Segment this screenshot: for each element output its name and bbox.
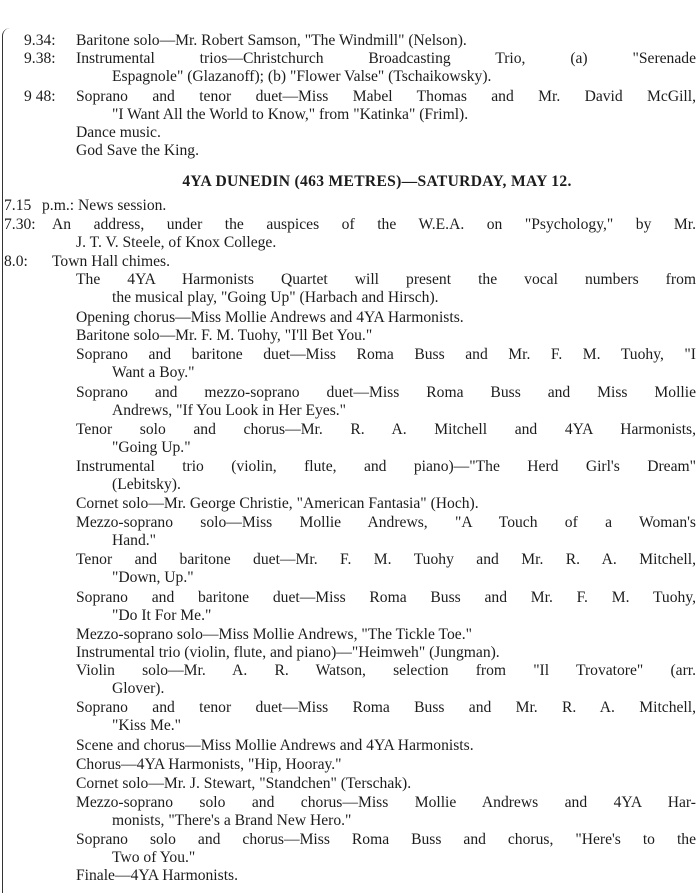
program-line: "Do It For Me." <box>112 607 212 624</box>
program-line: Soprano and mezzo-soprano duet—Miss Roma Buss and Miss Mollie <box>76 384 696 401</box>
time-938: 9.38: <box>24 50 56 67</box>
program-line: Baritone solo—Mr. Robert Samson, "The Windmill" (Nelson). <box>76 32 467 49</box>
program-line: Soprano solo and chorus—Miss Roma Buss and chorus, "Here's to the <box>76 831 696 848</box>
time-80: 8.0: <box>4 253 28 270</box>
program-line: Soprano and tenor duet—Miss Roma Buss and Mr. R. A. Mitchell, <box>76 699 696 716</box>
program-line: God Save the King. <box>76 142 199 159</box>
column-bracket <box>2 28 11 893</box>
program-line: J. T. V. Steele, of Knox College. <box>76 234 277 251</box>
program-line: Dance music. <box>76 124 161 141</box>
program-line: Instrumental trios—Christchurch Broadcasting Trio, (a) "Serenade <box>76 50 696 67</box>
program-line: Town Hall chimes. <box>52 253 171 270</box>
program-line: "Kiss Me." <box>112 717 182 734</box>
program-line: Soprano and baritone duet—Miss Roma Buss and Mr. F. M. Tuohy, "I <box>76 346 696 363</box>
program-line: Mezzo-soprano solo and chorus—Miss Mollie Andrews and 4YA Har- <box>76 794 696 811</box>
program-line: monists, "There's a Brand New Hero." <box>112 812 352 829</box>
program-line: Chorus—4YA Harmonists, "Hip, Hooray." <box>76 756 342 773</box>
program-line: The 4YA Harmonists Quartet will present the vocal numbers from <box>76 271 696 288</box>
time-730: 7.30: <box>4 216 36 233</box>
program-line: p.m.: News session. <box>42 197 167 214</box>
program-line: Cornet solo—Mr. George Christie, "American Fantasia" (Hoch). <box>76 495 479 512</box>
program-line: Soprano and tenor duet—Miss Mabel Thomas and Mr. David McGill, <box>76 88 696 105</box>
program-line: Two of You." <box>112 849 196 866</box>
program-line: Scene and chorus—Miss Mollie Andrews and 4YA Harmonists. <box>76 737 474 754</box>
program-line: Mezzo-soprano solo—Miss Mollie Andrews, "The Tickle Toe." <box>76 626 472 643</box>
program-line: Want a Boy." <box>112 364 195 381</box>
time-948: 9 48: <box>24 88 56 105</box>
program-line: An address, under the auspices of the W.E.A. on "Psychology," by Mr. <box>52 216 696 233</box>
program-line: (Lebitsky). <box>112 476 181 493</box>
time-715: 7.15 <box>4 197 32 214</box>
program-line: Tenor solo and chorus—Mr. R. A. Mitchell and 4YA Harmonists, <box>76 421 696 438</box>
time-934: 9.34: <box>24 32 56 49</box>
program-line: the musical play, "Going Up" (Harbach and Hirsch). <box>112 289 439 306</box>
program-line: Glover). <box>112 680 165 697</box>
program-line: Violin solo—Mr. A. R. Watson, selection from "Il Trovatore" (arr. <box>76 662 696 679</box>
program-line: "Going Up." <box>112 439 191 456</box>
program-line: Finale—4YA Harmonists. <box>76 867 238 884</box>
program-line: Andrews, "If You Look in Her Eyes." <box>112 402 347 419</box>
program-line: Cornet solo—Mr. J. Stewart, "Standchen" (Terschak). <box>76 775 412 792</box>
section-heading: 4YA DUNEDIN (463 METRES)—SATURDAY, MAY 12. <box>182 173 572 190</box>
program-line: Hand." <box>112 532 157 549</box>
program-line: Instrumental trio (violin, flute, and piano)—"Heimweh" (Jungman). <box>76 644 500 661</box>
program-line: Mezzo-soprano solo—Miss Mollie Andrews, "A Touch of a Woman's <box>76 514 696 531</box>
program-line: Tenor and baritone duet—Mr. F. M. Tuohy and Mr. R. A. Mitchell, <box>76 551 696 568</box>
program-line: Instrumental trio (violin, flute, and piano)—"The Herd Girl's Dream" <box>76 458 696 475</box>
program-line: "I Want All the World to Know," from "Katinka" (Friml). <box>112 106 469 123</box>
program-line: "Down, Up." <box>112 569 194 586</box>
program-line: Espagnole" (Glazanoff); (b) "Flower Valse" (Tschaikowsky). <box>112 68 492 85</box>
program-line: Opening chorus—Miss Mollie Andrews and 4YA Harmonists. <box>76 309 464 326</box>
program-line: Soprano and baritone duet—Miss Roma Buss and Mr. F. M. Tuohy, <box>76 589 696 606</box>
program-line: Baritone solo—Mr. F. M. Tuohy, "I'll Bet You." <box>76 327 373 344</box>
